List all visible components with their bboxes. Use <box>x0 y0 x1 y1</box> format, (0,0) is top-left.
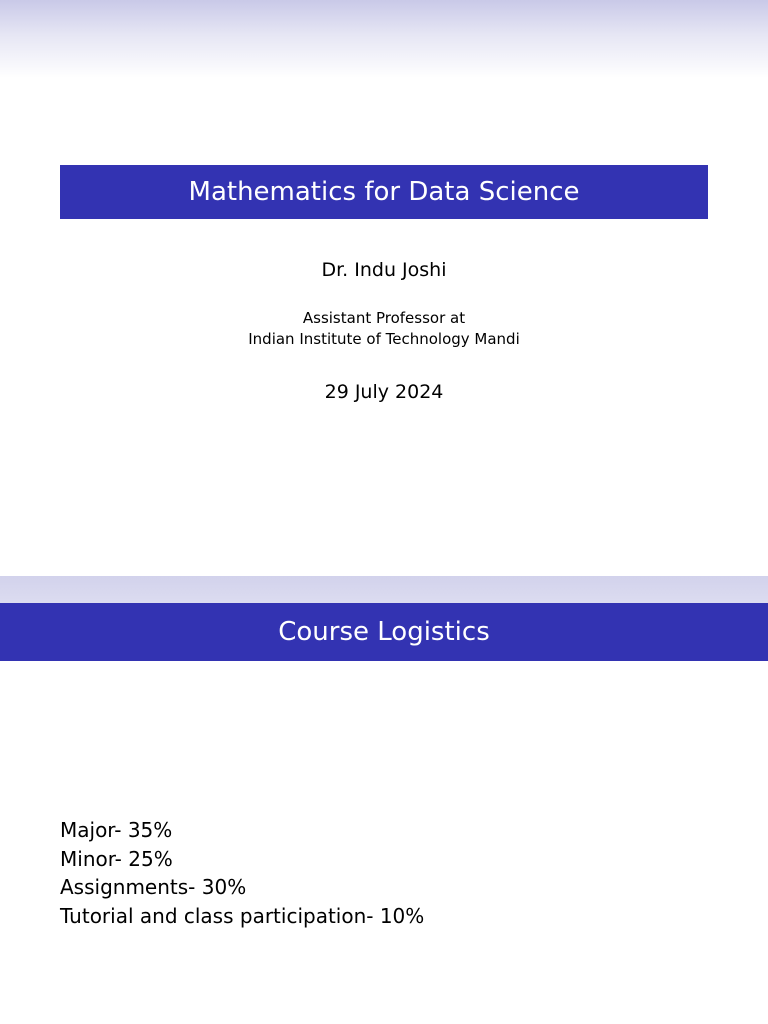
frame-title: Course Logistics <box>0 603 768 661</box>
header-gradient <box>0 576 768 603</box>
presentation-date: 29 July 2024 <box>324 381 444 403</box>
author-institute <box>0 308 768 350</box>
list-item: Major- 35% <box>60 818 173 842</box>
presentation-title: Mathematics for Data Science <box>60 165 708 219</box>
list-item: Tutorial and class participation- 10% <box>60 904 425 929</box>
institute-line-1: Assistant Professor at <box>302 309 466 327</box>
header-gradient <box>0 0 768 78</box>
author-name: Dr. Indu Joshi <box>321 259 447 281</box>
list-item: Minor- 25% <box>60 846 173 871</box>
logistics-slide <box>0 576 768 1024</box>
institute-line-2: Indian Institute of Technology Mandi <box>248 330 520 348</box>
grading-list <box>60 816 424 931</box>
list-item: Assignments- 30% <box>60 875 247 900</box>
